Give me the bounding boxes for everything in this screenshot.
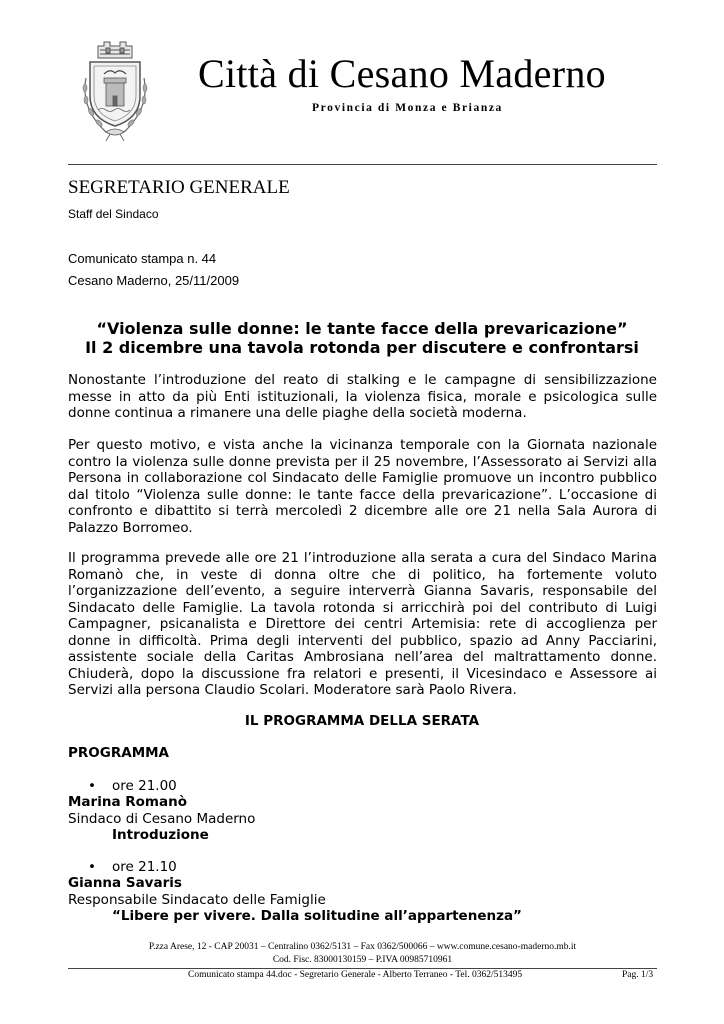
office-staff: Staff del Sindaco: [68, 207, 159, 221]
talk-topic: Introduzione: [112, 827, 209, 843]
bullet-icon: •: [88, 859, 96, 875]
footer-document-info: Comunicato stampa 44.doc - Segretario Generale - Alberto Terraneo - Tel. 0362/513495: [188, 970, 523, 980]
page-title: Città di Cesano Maderno: [198, 51, 606, 96]
header-divider: [68, 164, 657, 165]
body-paragraph: Il programma prevede alle ore 21 l’introduzione alla serata a cura del Sindaco Marina Romanò che, in veste di donna oltre che di politico, ha fortemente voluto l’organizzazione dell’evento, a seguire interverrà Gianna Savaris, responsabile del Sindacato delle Famiglie. La tavola rotonda si arricchirà poi del contributo di Luigi Campagner, psicanalista e Direttore dei centri Artemisia: rete di accoglienza per donne in difficoltà. Prima degli interventi del pubblico, spazio ad Anny Pacciarini, assistente sociale della Caritas Ambrosiana nell’area del maltrattamento donne. Chiuderà, dopo la discussione fra relatori e presenti, il Vicesindaco e Assessore ai Servizi alla persona Claudio Scolari. Moderatore sarà Paolo Rivera.: [68, 550, 657, 698]
province-subtitle: Provincia di Monza e Brianza: [312, 102, 503, 114]
body-paragraph: Nonostante l’introduzione del reato di stalking e le campagne di sensibilizzazione messe in atto da più Enti istituzionali, la violenza fisica, morale e psicologica sulle donne continua a rimanere una delle piaghe della società moderna.: [68, 372, 657, 421]
program-heading: IL PROGRAMMA DELLA SERATA: [244, 713, 480, 729]
speaker-name: Gianna Savaris: [68, 875, 182, 891]
page-number: Pag. 1/3: [622, 970, 654, 980]
speaker-role: Sindaco di Cesano Maderno: [68, 811, 256, 827]
footer-divider: [68, 968, 657, 969]
talk-topic: “Libere per vivere. Dalla solitudine all’appartenenza”: [112, 908, 522, 924]
coat-of-arms-icon: [76, 38, 154, 142]
program-time: ore 21.10: [112, 859, 177, 875]
body-paragraph: Per questo motivo, e vista anche la vicinanza temporale con la Giornata nazionale contro la violenza sulle donne prevista per il 25 novembre, l’Assessorato ai Servizi alla Persona in collaborazione col Sindacato delle Famiglie promuove un incontro pubblico dal titolo “Violenza sulle donne: le tante facce della prevaricazione”. L’occasione di confronto e dibattito si terrà mercoledì 2 dicembre alle ore 21 nella Sala Aurora di Palazzo Borromeo.: [68, 437, 657, 536]
press-release-number: Comunicato stampa n. 44: [68, 251, 217, 266]
headline-line-2: Il 2 dicembre una tavola rotonda per discutere e confrontarsi: [85, 338, 639, 357]
place-date: Cesano Maderno, 25/11/2009: [68, 273, 240, 288]
program-label: PROGRAMMA: [68, 745, 170, 761]
footer-fiscal-codes: Cod. Fisc. 83000130159 – P.IVA 00985710961: [272, 955, 453, 965]
program-time: ore 21.00: [112, 778, 177, 794]
speaker-role: Responsabile Sindacato delle Famiglie: [68, 892, 326, 908]
office-name: SEGRETARIO GENERALE: [68, 177, 290, 198]
bullet-icon: •: [88, 778, 96, 794]
speaker-name: Marina Romanò: [68, 794, 187, 810]
footer-address: P.zza Arese, 12 - CAP 20031 – Centralino 0362/5131 – Fax 0362/500066 – www.comune.cesano-maderno.mb.it: [148, 942, 577, 952]
headline-line-1: “Violenza sulle donne: le tante facce della prevaricazione”: [96, 319, 628, 338]
